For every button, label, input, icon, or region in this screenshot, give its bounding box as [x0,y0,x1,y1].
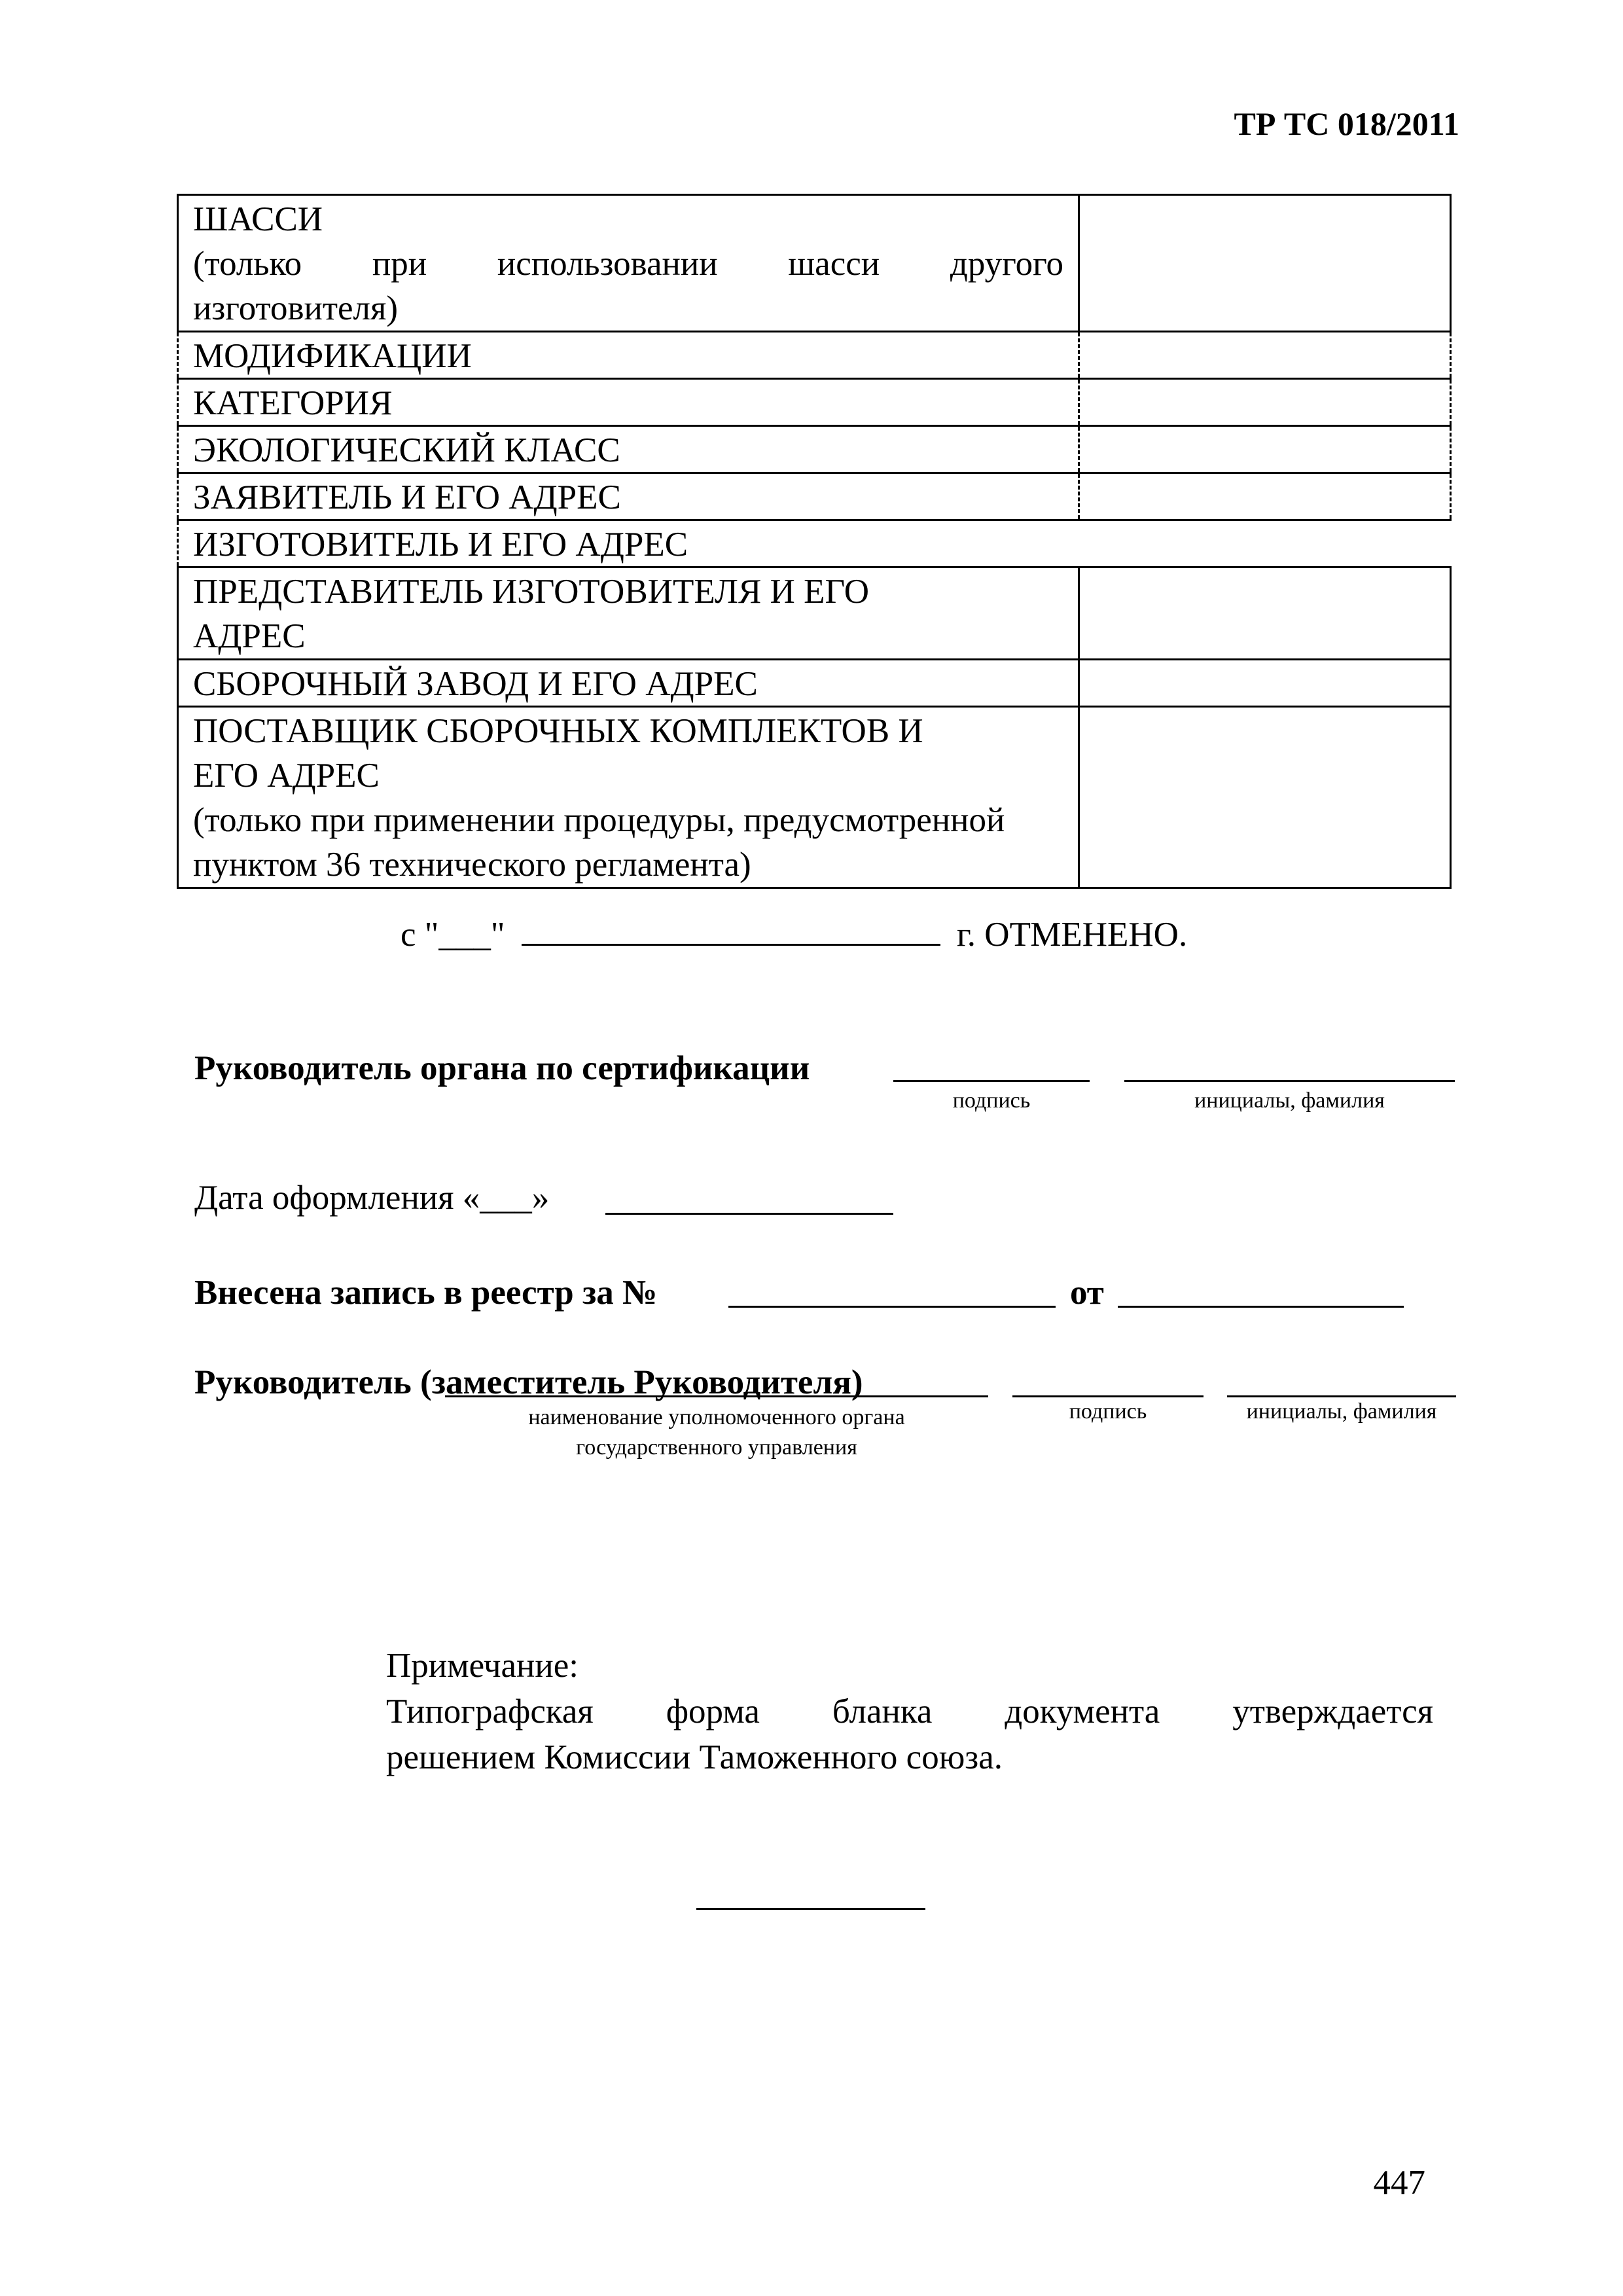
row-label-line: (только при использовании шасси другого [193,245,1063,283]
page-number: 447 [1373,2164,1425,2202]
head-signature-caption: подпись [1069,1399,1147,1424]
table-row-chassis [177,194,1452,332]
table-cell-label: ЗАЯВИТЕЛЬ И ЕГО АДРЕС [177,474,1080,519]
registry-date-blank[interactable] [1118,1306,1404,1308]
table-cell-value[interactable] [1080,708,1452,887]
vehicle-info-table [177,194,1452,889]
table-row-assembly-plant [177,660,1452,708]
issue-date-label: Дата оформления «___» [194,1179,550,1217]
table-row-representative [177,568,1452,660]
note-title: Примечание: [386,1647,579,1685]
row-label-line: ШАССИ [193,200,323,238]
registry-number-blank[interactable] [728,1306,1056,1308]
table-cell-value[interactable] [1080,521,1452,566]
cert-signature-caption: подпись [952,1088,1031,1113]
cancellation-line [401,915,1187,954]
cert-name-line[interactable] [1124,1080,1455,1082]
row-label-line: изготовителя) [193,289,399,327]
row-label-line: (только при применении процедуры, предусмотренной [193,801,1005,839]
table-row-eco-class [177,427,1452,474]
issue-date-blank[interactable] [605,1213,893,1215]
note-line: Типографская форма бланка документа утверждается [386,1693,1433,1731]
table-cell-value[interactable] [1080,332,1452,378]
table-row-modifications [177,332,1452,380]
row-label-line: ПРЕДСТАВИТЕЛЬ ИЗГОТОВИТЕЛЯ И ЕГО [193,573,870,611]
cert-name-caption: инициалы, фамилия [1194,1088,1385,1113]
row-label-line: АДРЕС [193,617,306,655]
table-cell-value[interactable] [1080,427,1452,472]
table-cell-label: КАТЕГОРИЯ [177,380,1080,425]
table-cell-label: ЭКОЛОГИЧЕСКИЙ КЛАСС [177,427,1080,472]
table-cell-label: СБОРОЧНЫЙ ЗАВОД И ЕГО АДРЕС [177,660,1080,706]
table-cell-value[interactable] [1080,568,1452,658]
cancel-date-blank[interactable] [522,918,940,946]
cert-head-label: Руководитель органа по сертификации [194,1049,810,1087]
table-row-manufacturer [177,521,1452,568]
registry-from-label: от [1070,1274,1104,1312]
authority-caption-line: наименование уполномоченного органа [528,1405,905,1429]
cert-signature-line[interactable] [893,1080,1090,1082]
table-cell-label [177,708,1080,887]
authority-caption [445,1403,988,1463]
cancel-date-prefix: с "___" [401,916,505,954]
table-cell-label: ИЗГОТОВИТЕЛЬ И ЕГО АДРЕС [177,521,1080,566]
row-label-line: ПОСТАВЩИК СБОРОЧНЫХ КОМПЛЕКТОВ И [193,712,923,750]
row-label-line: ЕГО АДРЕС [193,757,380,795]
head-label: Руководитель (заместитель Руководителя) [194,1363,863,1401]
authority-name-line[interactable] [445,1395,988,1397]
table-row-category [177,380,1452,427]
note-block [386,1643,1433,1780]
authority-caption-line: государственного управления [576,1435,857,1460]
table-row-kit-supplier [177,708,1452,889]
note-line: решением Комиссии Таможенного союза. [386,1738,1003,1776]
head-signature-line[interactable] [1012,1395,1204,1397]
registry-label: Внесена запись в реестр за № [194,1274,658,1312]
table-cell-value[interactable] [1080,380,1452,425]
table-cell-label [177,568,1080,658]
head-name-caption: инициалы, фамилия [1246,1399,1437,1424]
table-cell-label: МОДИФИКАЦИИ [177,332,1080,378]
document-code: ТР ТС 018/2011 [1234,105,1459,142]
end-separator-line [696,1908,925,1910]
table-cell-label [177,196,1080,331]
table-cell-value[interactable] [1080,474,1452,519]
row-label-line: пунктом 36 технического регламента) [193,846,751,884]
table-cell-value[interactable] [1080,196,1452,331]
table-row-applicant [177,474,1452,521]
cancel-status: г. ОТМЕНЕНО. [957,916,1188,954]
head-name-line[interactable] [1227,1395,1456,1397]
table-cell-value[interactable] [1080,660,1452,706]
